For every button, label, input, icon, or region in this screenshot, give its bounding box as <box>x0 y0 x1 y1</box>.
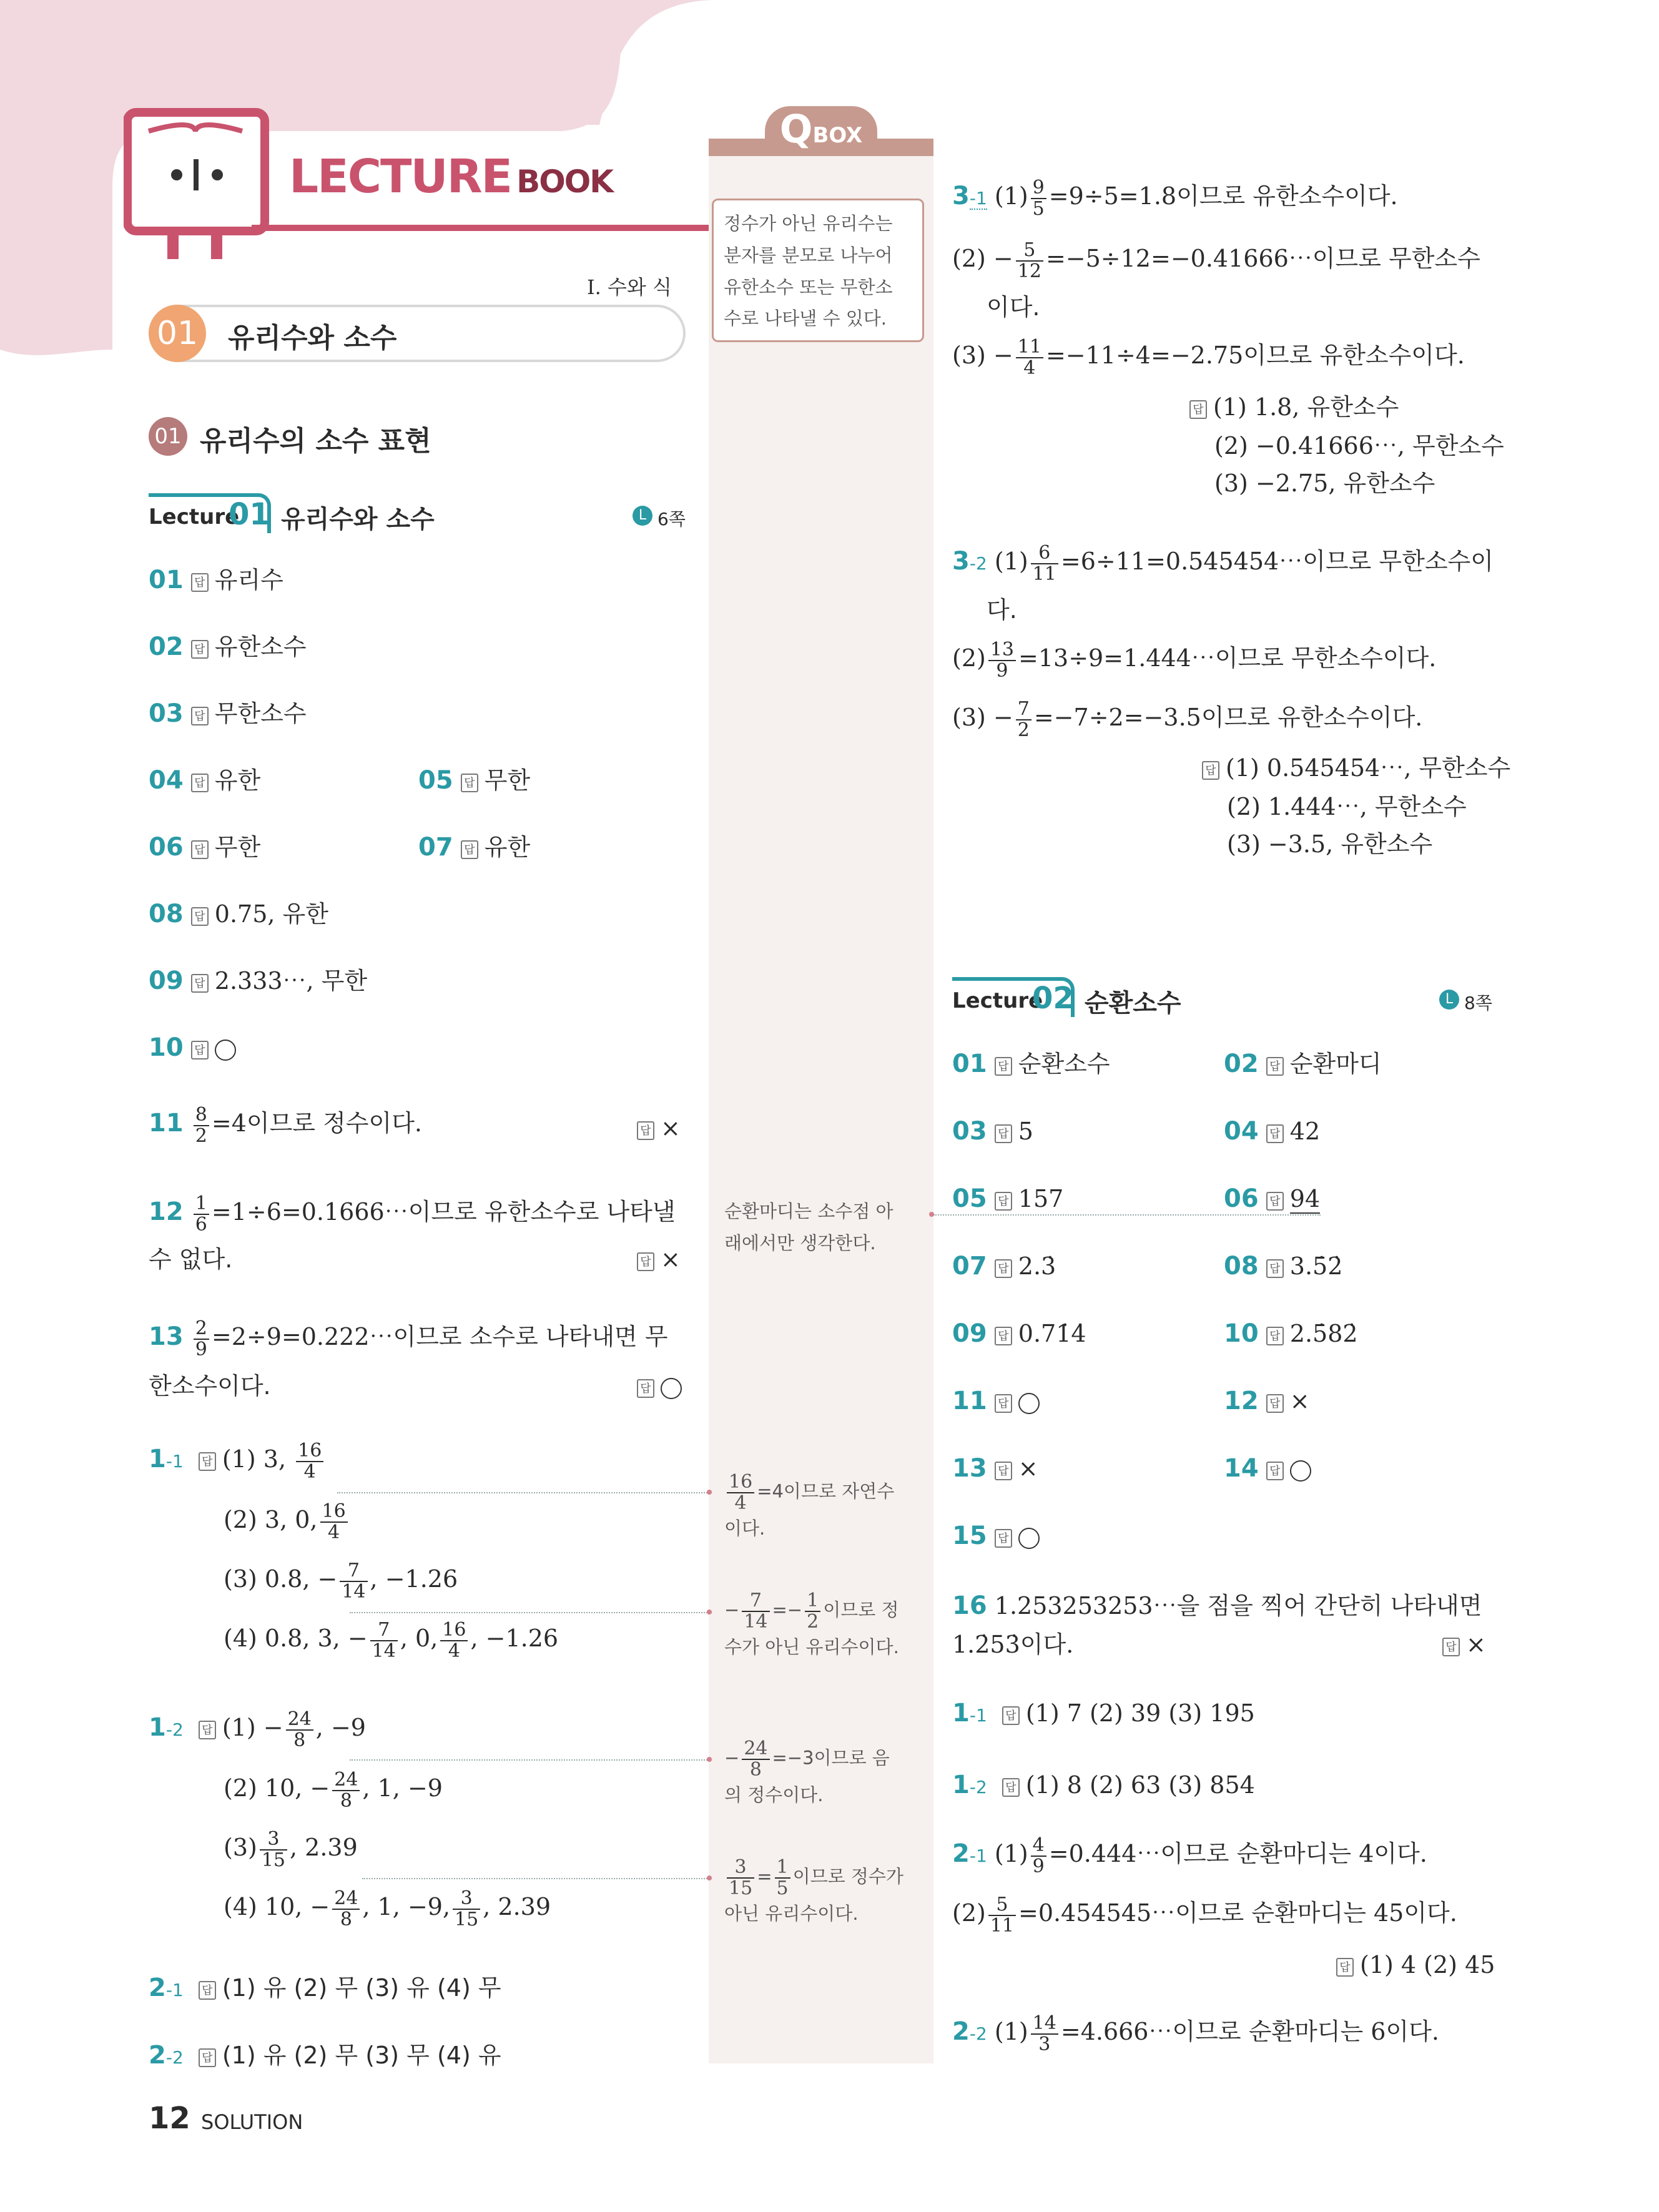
answer-mark-icon: 답 <box>199 1721 216 1739</box>
circle-icon <box>661 1378 682 1399</box>
qbox-note-cycle: 순환마디는 소수점 아 래에서만 생각한다. <box>724 1201 893 1254</box>
question-16-line1: 16 1.253253253⋯을 점을 찍어 간단히 나타내면 <box>952 1591 1482 1620</box>
answer-mark-icon: 답 <box>1002 1778 1020 1797</box>
answer-mark-icon: 답 <box>995 1259 1012 1278</box>
leader-line <box>362 1878 712 1879</box>
problem-1-1-part3: (3) 0.8, − $\frac{7}{14}$ , −1.26 <box>224 1560 458 1603</box>
answer-l2-10: 10 답 2.5̇82̇ <box>1224 1319 1358 1348</box>
problem-3-1-line3: (3) − $\frac{11}{4}$ =−11÷4=−2.75이므로 유한소수이다. <box>952 336 1465 379</box>
lecture-title: 순환소수 <box>1085 989 1181 1018</box>
page-badge-icon: L <box>1439 990 1459 1010</box>
qbox-note-4: − $\frac{24}{8}$ =−3이므로 음 의 정수이다. <box>724 1738 890 1806</box>
problem-3-2-line1: 3-2 (1) $\frac{6}{11}$ =6÷11=0.545454⋯이므로 무한소수이 <box>952 542 1494 585</box>
problem-r-2-2-line1: 2-2 (1) $\frac{14}{3}$ =4.666⋯이므로 순환마디는 6이다. <box>952 2012 1439 2055</box>
answer-l2-12: 12 답 × <box>1224 1387 1310 1415</box>
answer-l2-05: 05 답 157 <box>952 1184 1064 1213</box>
lecture-number: 01 <box>229 497 270 532</box>
answer-l2-01: 01 답 순환소수 <box>952 1049 1110 1078</box>
answer-mark-icon: 답 <box>995 1124 1012 1143</box>
answer-mark-icon: 답 <box>995 1057 1012 1076</box>
problem-r-2-1-line2: (2) $\frac{5}{11}$ =0.454545⋯이므로 순환마디는 45이다. <box>952 1894 1457 1937</box>
page-badge: 6쪽 <box>657 509 686 529</box>
qbox-note-5: $\frac{3}{15}$ = $\frac{1}{5}$ 이므로 정수가 아닌 유리수이다. <box>724 1856 903 1924</box>
qbox-title: QBOX <box>765 106 877 156</box>
brand-sub: BOOK <box>516 164 613 200</box>
answer-mark-icon: 답 <box>637 1379 654 1398</box>
section-title: 유리수의 소수 표현 <box>200 425 431 457</box>
circle-icon <box>215 1040 236 1061</box>
answer-l2-14: 14 답 <box>1224 1453 1311 1483</box>
problem-r-1-2: 1-2 답 (1) 8 (2) 63 (3) 854 <box>952 1771 1255 1799</box>
problem-3-2-line1b: 다. <box>987 596 1017 624</box>
answer-mark-icon: 답 <box>1442 1638 1460 1656</box>
problem-3-2-line2: (2) $\frac{13}{9}$ =13÷9=1.444⋯이므로 무한소수이다. <box>952 639 1437 682</box>
leader-line <box>350 1612 712 1613</box>
answer-12: 답 × <box>637 1246 681 1274</box>
answer-l2-04: 04 답 42 <box>1224 1117 1321 1146</box>
answer-mark-icon: 답 <box>1336 1958 1354 1977</box>
answer-mark-icon: 답 <box>191 1041 209 1059</box>
problem-1-1-part2: (2) 3, 0, $\frac{16}{4}$ <box>224 1502 350 1542</box>
answer-l2-06: 06 답 94 <box>1224 1184 1321 1213</box>
answer-l2-15: 15 답 <box>952 1521 1040 1551</box>
answer-mark-icon: 답 <box>1266 1057 1284 1076</box>
answer-03: 03 답 무한소수 <box>149 699 307 728</box>
brand-main: LECTURE <box>289 150 512 204</box>
leader-line <box>933 1214 1321 1216</box>
question-12: 12 $\frac{1}{6}$ =1÷6=0.1666⋯이므로 유한소수로 나타낼 <box>149 1192 676 1236</box>
answer-l2-08: 08 답 3.5̇2̇ <box>1224 1252 1343 1281</box>
answer-mark-icon: 답 <box>637 1252 654 1271</box>
answer-l2-02: 02 답 순환마디 <box>1224 1049 1382 1078</box>
answer-07: 07 답 유한 <box>418 833 531 862</box>
answer-mark-icon: 답 <box>1189 400 1207 419</box>
answer-16: 답 × <box>1442 1631 1486 1659</box>
problem-2-2: 2-2 답 (1) 유 (2) 무 (3) 무 (4) 유 <box>149 2041 501 2070</box>
answer-l2-09: 09 답 0.71̇4̇ <box>952 1319 1086 1348</box>
answer-mark-icon: 답 <box>199 2048 216 2067</box>
answer-mark-icon: 답 <box>995 1327 1012 1345</box>
answer-mark-icon: 답 <box>1202 761 1219 780</box>
answer-mark-icon: 답 <box>637 1121 654 1140</box>
answer-09: 09 답 2.333⋯, 무한 <box>149 966 368 995</box>
leader-line <box>337 1492 712 1493</box>
answer-mark-icon: 답 <box>191 573 209 592</box>
answer-mark-icon: 답 <box>191 974 209 993</box>
answer-3-2-3: (3) −3.5, 유한소수 <box>1227 830 1433 858</box>
answer-02: 02 답 유한소수 <box>149 632 307 661</box>
answer-06: 06 답 무한 <box>149 833 261 862</box>
leader-dot <box>707 1875 712 1880</box>
answer-3-1-2: (2) −0.41666⋯, 무한소수 <box>1214 432 1504 460</box>
leader-dot <box>929 1212 934 1217</box>
answer-r-2-1: 답 (1) 4 (2) 45 <box>1336 1951 1495 1980</box>
problem-3-2-line3: (3) − $\frac{7}{2}$ =−7÷2=−3.5이므로 유한소수이다. <box>952 698 1423 741</box>
answer-mark-icon: 답 <box>191 840 209 859</box>
answer-3-1-1: 답 (1) 1.8, 유한소수 <box>1189 393 1399 422</box>
chapter-title: 유리수와 소수 <box>228 322 397 354</box>
page-number: 12 <box>149 2101 190 2136</box>
lecture-book-logo <box>124 106 623 268</box>
unit-label: I. 수와 식 <box>587 275 672 299</box>
answer-mark-icon: 답 <box>191 707 209 725</box>
problem-3-1-line2b: 이다. <box>987 293 1040 321</box>
answer-10: 10 답 <box>149 1033 236 1063</box>
question-11: 11 $\frac{8}{2}$ =4이므로 정수이다. <box>149 1104 422 1147</box>
answer-04: 04 답 유한 <box>149 766 261 795</box>
lecture-01-header <box>149 493 687 532</box>
answer-11: 답 × <box>637 1114 681 1143</box>
leader-dot <box>707 1490 712 1495</box>
answer-mark-icon: 답 <box>1266 1394 1284 1413</box>
circle-icon <box>1018 1528 1040 1549</box>
problem-1-1-part1: 1-1 답 (1) 3, $\frac{16}{4}$ <box>149 1441 326 1482</box>
problem-r-2-1-line1: 2-1 (1) $\frac{4}{9}$ =0.444⋯이므로 순환마디는 4이다. <box>952 1834 1427 1877</box>
leader-line <box>350 1759 712 1761</box>
answer-mark-icon: 답 <box>1266 1327 1284 1345</box>
lecture-number: 02 <box>1032 981 1074 1016</box>
leader-dot <box>707 1757 712 1762</box>
answer-l2-13: 13 답 × <box>952 1454 1038 1483</box>
question-13: 13 $\frac{2}{9}$ =2÷9=0.222⋯이므로 소수로 나타내면 무 <box>149 1317 668 1360</box>
chapter-number: 01 <box>149 305 206 362</box>
answer-mark-icon: 답 <box>461 840 478 859</box>
problem-3-1-line2: (2) − $\frac{5}{12}$ =−5÷12=−0.41666⋯이므로 무한소수 <box>952 239 1480 282</box>
answer-mark-icon: 답 <box>995 1462 1012 1480</box>
lecture-title: 유리수와 소수 <box>281 505 435 534</box>
answer-3-2-2: (2) 1.444⋯, 무한소수 <box>1227 793 1467 820</box>
page-badge: 8쪽 <box>1464 993 1492 1013</box>
answer-mark-icon: 답 <box>1002 1706 1020 1725</box>
answer-mark-icon: 답 <box>191 640 209 659</box>
question-12-line2: 수 없다. <box>149 1246 233 1273</box>
answer-mark-icon: 답 <box>191 774 209 792</box>
answer-mark-icon: 답 <box>191 907 209 926</box>
problem-1-2-part3: (3) $\frac{3}{15}$ , 2.39 <box>224 1828 358 1871</box>
answer-mark-icon: 답 <box>461 774 478 792</box>
problem-1-2-part4: (4) 10, − $\frac{24}{8}$ , 1, −9, $\frac{3}{15}$ , 2.39 <box>224 1887 551 1930</box>
footer-label: SOLUTION <box>201 2110 303 2134</box>
answer-l2-07: 07 답 2.3̇ <box>952 1252 1056 1281</box>
qbox-note-2: $\frac{16}{4}$ =4이므로 자연수 이다. <box>724 1471 895 1539</box>
answer-mark-icon: 답 <box>995 1529 1012 1548</box>
problem-1-2-part2: (2) 10, − $\frac{24}{8}$ , 1, −9 <box>224 1769 443 1812</box>
circle-icon <box>1018 1393 1040 1414</box>
leader-dot <box>707 1610 712 1615</box>
lecture-02-header <box>952 977 1492 1016</box>
section-number: 01 <box>149 417 187 456</box>
answer-3-1-3: (3) −2.75, 유한소수 <box>1214 469 1435 497</box>
answer-mark-icon: 답 <box>1266 1124 1284 1143</box>
qbox-definition: 정수가 아닌 유리수는 분자를 분모로 나누어 유한소수 또는 무한소 수로 나타낼 수 있다. <box>712 199 924 342</box>
answer-mark-icon: 답 <box>1266 1462 1284 1480</box>
problem-1-2-part1: 1-2 답 (1) − $\frac{24}{8}$ , −9 <box>149 1708 366 1751</box>
answer-05: 05 답 무한 <box>418 766 531 795</box>
problem-3-1-line1: 3-1 (1) $\frac{9}{5}$ =9÷5=1.8이므로 유한소수이다. <box>952 177 1398 220</box>
circle-icon <box>1290 1460 1311 1482</box>
answer-mark-icon: 답 <box>199 1452 216 1471</box>
question-13-line2: 한소수이다. <box>149 1372 271 1400</box>
lecture-label: Lecture <box>952 988 1043 1013</box>
answer-08: 08 답 0.75, 유한 <box>149 900 328 928</box>
answer-mark-icon: 답 <box>1266 1259 1284 1278</box>
answer-01: 01 답 유리수 <box>149 566 283 594</box>
answer-mark-icon: 답 <box>995 1192 1012 1211</box>
qbox-note-3: − $\frac{7}{14}$ =− $\frac{1}{2}$ 이므로 정 수가 아닌 유리수이다. <box>724 1590 899 1658</box>
problem-1-1-part4: (4) 0.8, 3, − $\frac{7}{14}$ , 0, $\frac{16}{4}$ , −1.26 <box>224 1619 559 1662</box>
problem-r-1-1: 1-1 답 (1) 7 (2) 39 (3) 195 <box>952 1699 1255 1728</box>
question-16-line2: 1.2̇53̇이다. <box>952 1631 1074 1658</box>
answer-13 <box>637 1372 682 1401</box>
answer-mark-icon: 답 <box>995 1394 1012 1413</box>
book-face-icon <box>124 106 273 262</box>
answer-mark-icon: 답 <box>1266 1192 1284 1211</box>
answer-mark-icon: 답 <box>199 1981 216 2000</box>
problem-2-1: 2-1 답 (1) 유 (2) 무 (3) 유 (4) 무 <box>149 1974 501 2002</box>
lecture-label: Lecture <box>149 504 240 529</box>
page-badge-icon: L <box>633 506 652 526</box>
answer-3-2-1: 답 (1) 0.545454⋯, 무한소수 <box>1202 754 1510 783</box>
answer-l2-03: 03 답 5 <box>952 1117 1033 1146</box>
answer-l2-11: 11 답 <box>952 1386 1040 1416</box>
